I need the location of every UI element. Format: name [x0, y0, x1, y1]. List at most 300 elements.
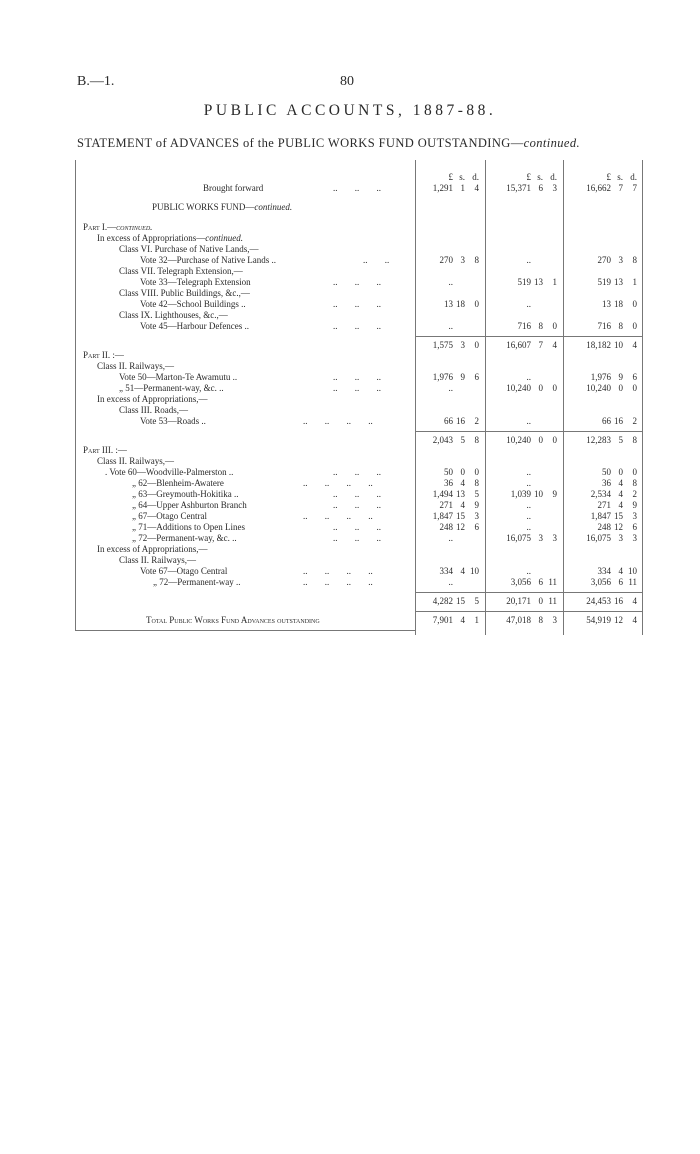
table-bottom-rule: [75, 630, 415, 631]
leader-dots: .. .. ..: [333, 372, 381, 382]
row-label: [203, 183, 263, 194]
amount-pence: 5: [474, 596, 479, 606]
amount-pence: 0: [552, 435, 557, 445]
amount-pence: 9: [474, 500, 479, 510]
amount-pence: 6: [474, 522, 479, 532]
row-label-text: In excess of Appropriations,—: [97, 394, 208, 404]
amount-pounds: 54,919: [586, 615, 611, 625]
leader-dots: .. .. ..: [333, 277, 381, 287]
amount-pence: 0: [632, 299, 637, 309]
amount-pence: 4: [632, 615, 637, 625]
table-row: [75, 277, 643, 288]
amount-pounds: 66: [602, 416, 611, 426]
amount-pounds: 10,240: [506, 383, 531, 393]
amount-pounds: 270: [597, 255, 611, 265]
row-label-text: Vote 67—Otago Central: [140, 566, 228, 576]
amount-shillings: 16: [614, 596, 623, 606]
amount-pounds: ..: [526, 500, 531, 510]
amount-shillings: 3: [460, 340, 465, 350]
table-row: [75, 266, 643, 277]
row-label-text: „ 72—Permanent-way ..: [153, 577, 241, 587]
amount-shillings: 1: [460, 183, 465, 193]
amount-pence: 0: [552, 383, 557, 393]
header-pounds: £: [448, 172, 453, 182]
leader-dots: .. ..: [363, 255, 390, 265]
amount-pence: 11: [548, 596, 557, 606]
table-row: [75, 467, 643, 478]
amount-pence: 6: [474, 372, 479, 382]
amount-shillings: 16: [456, 416, 465, 426]
amount-shillings: 3: [618, 255, 623, 265]
table-row: [75, 288, 643, 299]
row-label: [140, 299, 246, 310]
table-row: [75, 596, 643, 607]
amount-pounds: 271: [597, 500, 611, 510]
amount-pounds: 50: [444, 467, 453, 477]
subtotal-rule-3: [415, 592, 643, 593]
amount-shillings: 4: [618, 566, 623, 576]
amount-pounds: ..: [526, 372, 531, 382]
row-label: [132, 489, 238, 500]
row-label-text: Part III. :—: [83, 445, 127, 455]
amount-pounds: ..: [448, 277, 453, 287]
row-label: [119, 288, 250, 299]
row-label: [83, 350, 124, 361]
amount-pence: 3: [552, 615, 557, 625]
row-label-italic: continued.: [205, 233, 243, 243]
amount-shillings: 7: [618, 183, 623, 193]
row-label-text: „ 71—Additions to Open Lines: [132, 522, 245, 532]
row-label: [119, 244, 259, 255]
leader-dots: .. .. .. ..: [303, 577, 373, 587]
table-row: [75, 310, 643, 321]
row-label-italic: continued.: [254, 202, 293, 212]
leader-dots: .. .. ..: [333, 533, 381, 543]
row-label-text: Class II. Railways,—: [97, 361, 174, 371]
amount-pounds: 3,056: [590, 577, 611, 587]
row-label-text: „ 64—Upper Ashburton Branch: [132, 500, 247, 510]
amount-pounds: 1,847: [590, 511, 611, 521]
document-reference: B.—1.: [77, 74, 115, 89]
header-pence: d.: [630, 172, 637, 182]
amount-pounds: 1,976: [432, 372, 453, 382]
amount-pence: 0: [632, 321, 637, 331]
subtotal-rule-1: [415, 336, 643, 337]
amount-pounds: 24,453: [586, 596, 611, 606]
amount-pounds: ..: [526, 566, 531, 576]
table-row: [75, 533, 643, 544]
amount-pounds: 248: [597, 522, 611, 532]
amount-shillings: 0: [538, 596, 543, 606]
amount-shillings: 10: [534, 489, 543, 499]
amount-pounds: 1,291: [432, 183, 453, 193]
amount-pounds: 519: [597, 277, 611, 287]
table-row: [75, 445, 643, 456]
amount-shillings: 0: [538, 435, 543, 445]
row-label: [140, 277, 251, 288]
header-pounds: £: [526, 172, 531, 182]
row-label-text: Vote 50—Marton-Te Awamutu ..: [119, 372, 238, 382]
amount-shillings: 4: [618, 489, 623, 499]
row-label-text: Total Public Works Fund Advances outstanding: [146, 615, 320, 625]
row-label-text: Vote 33—Telegraph Extension: [140, 277, 251, 287]
row-label-text: Part I.—: [83, 222, 117, 232]
amount-pence: 1: [632, 277, 637, 287]
table-row: [75, 321, 643, 332]
amount-pence: 8: [474, 435, 479, 445]
row-label: [132, 533, 237, 544]
row-label-text: Vote 53—Roads ..: [140, 416, 206, 426]
table-row: [75, 416, 643, 427]
amount-pence: 0: [552, 321, 557, 331]
amount-shillings: 0: [618, 467, 623, 477]
row-label: [153, 577, 240, 588]
row-label: [140, 321, 249, 332]
amount-pence: 0: [632, 383, 637, 393]
amount-shillings: 7: [538, 340, 543, 350]
leader-dots: .. .. ..: [333, 183, 381, 193]
row-label: [140, 255, 276, 266]
row-label: [119, 383, 224, 394]
amount-pence: 4: [632, 596, 637, 606]
row-label-italic: continued.: [116, 222, 153, 232]
advances-table: [75, 160, 643, 630]
amount-pence: 3: [552, 533, 557, 543]
amount-pence: 8: [632, 478, 637, 488]
page-number: 80: [340, 74, 354, 89]
leader-dots: .. .. .. ..: [303, 478, 373, 488]
row-label-text: „ 51—Permanent-way, &c. ..: [119, 383, 224, 393]
amount-shillings: 8: [538, 615, 543, 625]
amount-pounds: ..: [448, 577, 453, 587]
amount-shillings: 9: [618, 372, 623, 382]
table-row: [75, 555, 643, 566]
table-row: [75, 202, 643, 213]
amount-pence: 9: [552, 489, 557, 499]
amount-pounds: 2,534: [590, 489, 611, 499]
table-row: [75, 255, 643, 266]
table-row: [75, 456, 643, 467]
row-label: [119, 310, 228, 321]
header-pence: d.: [550, 172, 557, 182]
table-row: [75, 522, 643, 533]
amount-pounds: ..: [526, 467, 531, 477]
amount-shillings: 15: [614, 511, 623, 521]
amount-pounds: 12,283: [586, 435, 611, 445]
amount-pounds: 66: [444, 416, 453, 426]
row-label-text: Part II. :—: [83, 350, 124, 360]
amount-pounds: 50: [602, 467, 611, 477]
amount-shillings: 6: [538, 577, 543, 587]
amount-pounds: 1,575: [432, 340, 453, 350]
row-label: [97, 394, 207, 405]
leader-dots: .. .. .. ..: [303, 416, 373, 426]
table-row: [75, 544, 643, 555]
row-label-text: Class VI. Purchase of Native Lands,—: [119, 244, 259, 254]
amount-pounds: ..: [526, 299, 531, 309]
amount-shillings: 4: [460, 500, 465, 510]
table-row: [75, 361, 643, 372]
row-label: [152, 202, 292, 213]
table-row: [75, 489, 643, 500]
table-row: [75, 511, 643, 522]
header-shillings: s.: [537, 172, 543, 182]
amount-pence: 1: [552, 277, 557, 287]
row-label-text: Vote 32—Purchase of Native Lands ..: [140, 255, 277, 265]
amount-pounds: ..: [526, 416, 531, 426]
table-row: [75, 372, 643, 383]
subtotal-rule-2: [415, 431, 643, 432]
amount-shillings: 12: [614, 615, 623, 625]
amount-pounds: 716: [517, 321, 531, 331]
row-label-text: „ 67—Otago Central: [132, 511, 207, 521]
amount-shillings: 13: [534, 277, 543, 287]
amount-pounds: 36: [444, 478, 453, 488]
row-label: [97, 456, 174, 467]
amount-pounds: 15,371: [506, 183, 531, 193]
amount-shillings: 15: [456, 511, 465, 521]
amount-shillings: 3: [460, 255, 465, 265]
amount-pounds: 13: [444, 299, 453, 309]
row-label-text: . Vote 60—Woodville-Palmerston ..: [105, 467, 234, 477]
row-label-text: Class VII. Telegraph Extension,—: [119, 266, 243, 276]
row-label: [83, 445, 127, 456]
amount-pounds: 271: [439, 500, 453, 510]
amount-pence: 2: [632, 416, 637, 426]
amount-pounds: 16,075: [506, 533, 531, 543]
row-label: [140, 416, 206, 427]
amount-pounds: 16,075: [586, 533, 611, 543]
header-pence: d.: [472, 172, 479, 182]
amount-pounds: 13: [602, 299, 611, 309]
amount-shillings: 18: [456, 299, 465, 309]
leader-dots: .. .. ..: [333, 383, 381, 393]
amount-pence: 9: [632, 500, 637, 510]
leader-dots: .. .. ..: [333, 489, 381, 499]
amount-pounds: 1,976: [590, 372, 611, 382]
table-row: [75, 566, 643, 577]
table-row: [75, 183, 643, 194]
amount-shillings: 3: [618, 533, 623, 543]
amount-pounds: 10,240: [506, 435, 531, 445]
amount-pounds: ..: [526, 255, 531, 265]
row-label-text: Class VIII. Public Buildings, &c.,—: [119, 288, 250, 298]
row-label-text: Vote 45—Harbour Defences ..: [140, 321, 250, 331]
row-label-text: Brought forward: [203, 183, 264, 193]
amount-pounds: 16,662: [586, 183, 611, 193]
row-label: [132, 500, 247, 511]
amount-pounds: 47,018: [506, 615, 531, 625]
amount-shillings: 18: [614, 299, 623, 309]
row-label-text: Class II. Railways,—: [119, 555, 196, 565]
amount-pence: 11: [548, 577, 557, 587]
amount-pounds: 36: [602, 478, 611, 488]
amount-pence: 6: [632, 522, 637, 532]
table-row: [75, 299, 643, 310]
table-row: [75, 394, 643, 405]
amount-shillings: 8: [618, 321, 623, 331]
table-row: [75, 500, 643, 511]
row-label: [97, 361, 174, 372]
row-label-text: „ 72—Permanent-way, &c. ..: [132, 533, 237, 543]
amount-pounds: 3,056: [510, 577, 531, 587]
amount-pounds: 334: [597, 566, 611, 576]
row-label: [119, 405, 188, 416]
row-label-text: „ 63—Greymouth-Hokitika ..: [132, 489, 239, 499]
amount-shillings: 5: [460, 435, 465, 445]
amount-shillings: 8: [538, 321, 543, 331]
amount-shillings: 6: [618, 577, 623, 587]
row-label-text: In excess of Appropriations,—: [97, 544, 208, 554]
amount-shillings: 15: [456, 596, 465, 606]
table-row: [75, 233, 643, 244]
leader-dots: .. .. ..: [333, 500, 381, 510]
amount-pounds: ..: [448, 383, 453, 393]
amount-pence: 10: [628, 566, 637, 576]
page-heading: PUBLIC ACCOUNTS, 1887-88.: [203, 102, 497, 119]
row-label: [132, 511, 207, 522]
row-label: [146, 615, 320, 626]
table-row: [75, 405, 643, 416]
amount-shillings: 4: [618, 500, 623, 510]
row-label: [97, 233, 243, 244]
row-label: [140, 566, 227, 577]
amount-pounds: ..: [448, 321, 453, 331]
table-row: [75, 577, 643, 588]
amount-shillings: 4: [460, 478, 465, 488]
amount-pounds: 519: [517, 277, 531, 287]
amount-pounds: 2,043: [432, 435, 453, 445]
amount-pounds: 334: [439, 566, 453, 576]
leader-dots: .. .. ..: [333, 321, 381, 331]
amount-pence: 0: [632, 467, 637, 477]
header-pounds: £: [606, 172, 611, 182]
amount-pounds: 4,282: [432, 596, 453, 606]
amount-pence: 6: [632, 372, 637, 382]
row-label-text: Vote 42—School Buildings ..: [140, 299, 246, 309]
amount-pounds: ..: [526, 522, 531, 532]
amount-pence: 4: [632, 340, 637, 350]
amount-pence: 10: [470, 566, 479, 576]
amount-shillings: 9: [460, 372, 465, 382]
amount-pence: 3: [632, 533, 637, 543]
amount-pounds: 716: [597, 321, 611, 331]
amount-shillings: 0: [538, 383, 543, 393]
amount-pounds: 10,240: [586, 383, 611, 393]
currency-header-row: [75, 172, 643, 183]
amount-shillings: 4: [460, 566, 465, 576]
amount-pence: 8: [474, 255, 479, 265]
amount-shillings: 12: [456, 522, 465, 532]
amount-shillings: 10: [614, 340, 623, 350]
statement-title-main: STATEMENT of ADVANCES of the PUBLIC WORKS FUND OUTSTANDING—: [77, 136, 524, 150]
amount-pence: 2: [474, 416, 479, 426]
row-label-text: Class II. Railways,—: [97, 456, 174, 466]
table-row: [75, 615, 643, 626]
row-label: [119, 555, 196, 566]
amount-pounds: 1,039: [510, 489, 531, 499]
table-row: [75, 478, 643, 489]
leader-dots: .. .. .. ..: [303, 511, 373, 521]
row-label: [119, 266, 243, 277]
amount-shillings: 5: [618, 435, 623, 445]
header-shillings: s.: [617, 172, 623, 182]
amount-shillings: 12: [614, 522, 623, 532]
amount-pence: 0: [474, 340, 479, 350]
row-label-text: In excess of Appropriations—: [97, 233, 206, 243]
amount-pence: 4: [552, 340, 557, 350]
amount-shillings: 13: [614, 277, 623, 287]
table-row: [75, 244, 643, 255]
statement-title: [77, 136, 580, 151]
row-label-text: Class III. Roads,—: [119, 405, 188, 415]
leader-dots: .. .. ..: [333, 299, 381, 309]
amount-pounds: 270: [439, 255, 453, 265]
amount-pence: 3: [632, 511, 637, 521]
leader-dots: .. .. .. ..: [303, 566, 373, 576]
row-label: [132, 522, 245, 533]
leader-dots: .. .. ..: [333, 467, 381, 477]
total-rule: [415, 611, 643, 612]
table-row: [75, 222, 643, 233]
amount-pence: 3: [552, 183, 557, 193]
amount-pence: 2: [632, 489, 637, 499]
row-label-text: Class IX. Lighthouses, &c.,—: [119, 310, 228, 320]
amount-pounds: ..: [526, 511, 531, 521]
amount-pence: 8: [632, 255, 637, 265]
amount-pence: 7: [632, 183, 637, 193]
amount-shillings: 0: [460, 467, 465, 477]
row-label-text: PUBLIC WORKS FUND—: [152, 202, 255, 212]
amount-pounds: 20,171: [506, 596, 531, 606]
amount-pounds: 248: [439, 522, 453, 532]
amount-pounds: 1,494: [432, 489, 453, 499]
amount-pounds: 7,901: [432, 615, 453, 625]
row-label: [97, 544, 207, 555]
table-row: [75, 383, 643, 394]
amount-shillings: 0: [618, 383, 623, 393]
amount-shillings: 4: [460, 615, 465, 625]
amount-shillings: 6: [538, 183, 543, 193]
table-row: [75, 350, 643, 361]
header-shillings: s.: [459, 172, 465, 182]
leader-dots: .. .. ..: [333, 522, 381, 532]
row-label: [83, 222, 152, 233]
amount-pence: 5: [474, 489, 479, 499]
row-label-text: „ 62—Blenheim-Awatere: [132, 478, 224, 488]
amount-pence: 4: [474, 183, 479, 193]
amount-pence: 0: [474, 299, 479, 309]
amount-pence: 8: [632, 435, 637, 445]
statement-title-continued: continued.: [523, 136, 581, 150]
amount-shillings: 16: [614, 416, 623, 426]
amount-pence: 11: [628, 577, 637, 587]
amount-pence: 0: [474, 467, 479, 477]
amount-pounds: 16,607: [506, 340, 531, 350]
amount-pounds: 18,182: [586, 340, 611, 350]
amount-pence: 8: [474, 478, 479, 488]
amount-pounds: ..: [526, 478, 531, 488]
row-label: [105, 467, 233, 478]
amount-pence: 3: [474, 511, 479, 521]
row-label: [132, 478, 224, 489]
amount-pounds: ..: [448, 533, 453, 543]
row-label: [119, 372, 237, 383]
amount-pounds: 1,847: [432, 511, 453, 521]
amount-shillings: 3: [538, 533, 543, 543]
amount-pence: 1: [474, 615, 479, 625]
amount-shillings: 4: [618, 478, 623, 488]
